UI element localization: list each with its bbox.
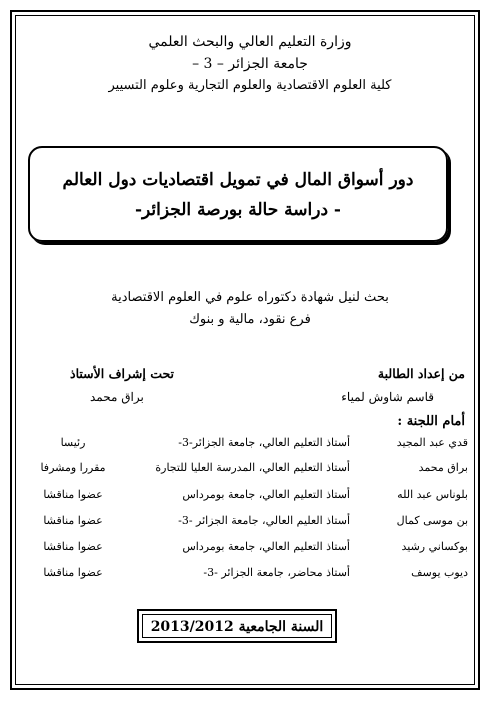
- jury-member-name: بوكساني رشيد: [401, 540, 468, 553]
- jury-member-name: بلوناس عبد الله: [397, 488, 468, 501]
- supervisor-label: تحت إشراف الأستاذ: [70, 366, 175, 381]
- jury-row: [20, 540, 480, 560]
- jury-member-name: ديوب يوسف: [411, 566, 468, 579]
- jury-member-title: أستاذ محاضر، جامعة الجزائر -3-: [203, 566, 350, 579]
- jury-row: [20, 461, 480, 481]
- academic-year: السنة الجامعية 2013/2012: [150, 619, 324, 635]
- jury-member-title: أستاذ التعليم العالي، جامعة الجزائر-3-: [178, 436, 350, 449]
- jury-row: [20, 566, 480, 586]
- thesis-subtitle: - دراسة حالة بورصة الجزائر-: [135, 200, 341, 220]
- degree-description: بحث لنيل شهادة دكتوراه علوم في العلوم الاقتصادية: [111, 290, 389, 305]
- thesis-title-box: [28, 146, 448, 242]
- jury-row: [20, 436, 480, 456]
- academic-year-box: [137, 609, 337, 643]
- student-name: قاسم شاوش لمياء: [341, 390, 434, 404]
- jury-member-role: عضوا مناقشا: [43, 540, 103, 553]
- jury-member-name: بن موسى كمال: [396, 514, 468, 527]
- jury-member-role: مقررا ومشرفا: [40, 461, 106, 474]
- jury-member-role: رئيسا: [60, 436, 86, 449]
- supervisor-name: براق محمد: [90, 390, 144, 404]
- jury-member-role: عضوا مناقشا: [43, 488, 103, 501]
- ministry-heading: وزارة التعليم العالي والبحث العلمي: [148, 34, 352, 50]
- jury-row: [20, 488, 480, 508]
- jury-member-title: أستاذ العليم العالي، جامعة الجزائر -3-: [178, 514, 350, 527]
- jury-member-title: أستاذ التعليم العالي، جامعة بومرداس: [182, 540, 350, 553]
- university-heading: جامعة الجزائر – 3 –: [192, 56, 308, 72]
- jury-row: [20, 514, 480, 534]
- faculty-heading: كلية العلوم الاقتصادية والعلوم التجارية وعلوم التسيير: [108, 78, 392, 93]
- jury-member-title: أستاذ التعليم العالي، المدرسة العليا للتجارة: [155, 461, 350, 474]
- jury-member-role: عضوا مناقشا: [43, 514, 103, 527]
- jury-member-name: براق محمد: [418, 461, 468, 474]
- student-label: من إعداد الطالبة: [377, 366, 465, 381]
- jury-member-role: عضوا مناقشا: [43, 566, 103, 579]
- degree-branch: فرع نقود، مالية و بنوك: [189, 312, 311, 327]
- jury-label: أمام اللجنة :: [397, 414, 465, 429]
- thesis-title: دور أسواق المال في تمويل اقتصاديات دول العالم: [62, 170, 414, 190]
- jury-member-title: أستاذ التعليم العالي، جامعة بومرداس: [182, 488, 350, 501]
- jury-member-name: قدي عبد المجيد: [396, 436, 468, 449]
